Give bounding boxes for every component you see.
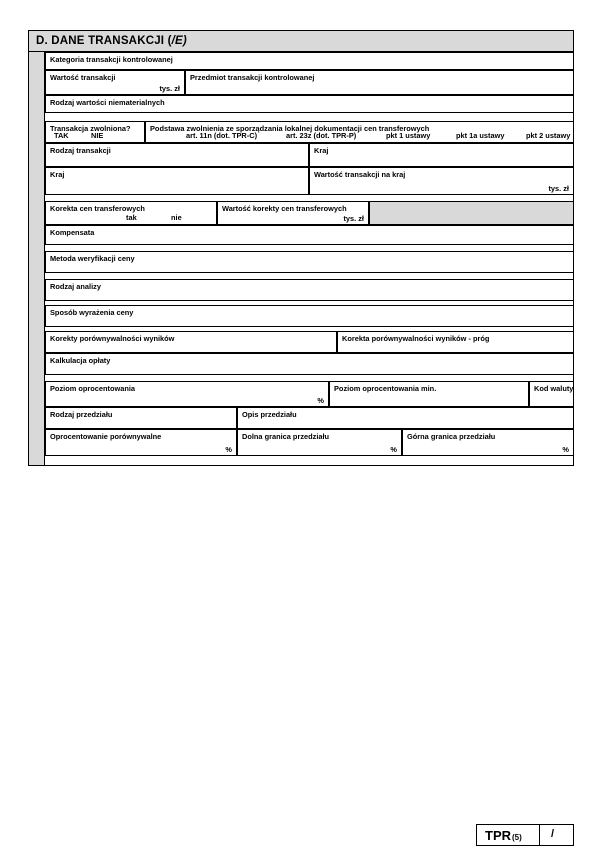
- field-wartosc-korekty-label: Wartość korekty cen transferowych: [222, 204, 347, 213]
- option-tak[interactable]: TAK: [54, 131, 69, 140]
- field-rodzaj-wartosci-niematerialnych-label: Rodzaj wartości niematerialnych: [50, 98, 165, 107]
- field-podstawa-zwolnienia: [145, 121, 574, 143]
- option-korekta-nie[interactable]: nie: [171, 213, 182, 222]
- field-kraj-top-label: Kraj: [314, 146, 329, 155]
- field-kompensata[interactable]: [45, 225, 574, 245]
- option-art-23z[interactable]: art. 23z (dot. TPR-P): [286, 131, 357, 140]
- field-poziom-oprocentowania[interactable]: [45, 381, 329, 407]
- section-d-frame: [28, 30, 574, 466]
- field-korekta-cen[interactable]: [45, 201, 217, 225]
- left-gutter: [29, 52, 45, 465]
- field-przedmiot-label: Przedmiot transakcji kontrolowanej: [190, 73, 315, 82]
- field-poziom-oprocentowania-min[interactable]: [329, 381, 529, 407]
- field-rodzaj-analizy-label: Rodzaj analizy: [50, 282, 101, 291]
- field-opis-przedzialu[interactable]: [237, 407, 574, 429]
- field-kategoria-label: Kategoria transakcji kontrolowanej: [50, 55, 173, 64]
- field-korekta-porownywalnosci-prog[interactable]: [337, 331, 574, 353]
- field-korekty-porownywalnosci-label: Korekty porównywalności wyników: [50, 334, 175, 343]
- field-korekta-cen-label: Korekta cen transferowych: [50, 204, 145, 213]
- field-oprocentowanie-porownywalne[interactable]: [45, 429, 237, 456]
- unit-percent-dolna: %: [390, 445, 397, 454]
- field-opis-przedzialu-label: Opis przedziału: [242, 410, 297, 419]
- option-nie[interactable]: NIE: [91, 131, 104, 140]
- page-number-separator: /: [551, 828, 555, 840]
- field-rodzaj-transakcji-label: Rodzaj transakcji: [50, 146, 111, 155]
- unit-tys-zl-korekta: tys. zł: [343, 214, 364, 223]
- field-kalkulacja-oplaty-label: Kalkulacja opłaty: [50, 356, 111, 365]
- unit-percent-poziom: %: [317, 396, 324, 405]
- field-wartosc-na-kraj[interactable]: [309, 167, 574, 195]
- field-wartosc-transakcji[interactable]: [45, 70, 185, 95]
- field-wartosc-korekty[interactable]: [217, 201, 369, 225]
- field-kalkulacja-oplaty[interactable]: [45, 353, 574, 375]
- field-rodzaj-przedzialu-label: Rodzaj przedziału: [50, 410, 113, 419]
- unit-tys-zl-kraj: tys. zł: [548, 184, 569, 193]
- field-metoda-weryfikacji[interactable]: [45, 251, 574, 273]
- option-art-11n[interactable]: art. 11n (dot. TPR-C): [186, 131, 258, 140]
- field-poziom-oprocentowania-min-label: Poziom oprocentowania min.: [334, 384, 437, 393]
- field-korekta-spacer: [369, 201, 574, 225]
- unit-percent-oprocentowanie: %: [225, 445, 232, 454]
- field-sposob-wyrazenia[interactable]: [45, 305, 574, 327]
- field-kod-waluty-label: Kod waluty: [534, 384, 574, 393]
- form-footer: [476, 824, 574, 846]
- field-rodzaj-wartosci-niematerialnych[interactable]: [45, 95, 574, 113]
- field-wartosc-na-kraj-label: Wartość transakcji na kraj: [314, 170, 406, 179]
- option-pkt-2[interactable]: pkt 2 ustawy: [526, 131, 571, 140]
- field-oprocentowanie-porownywalne-label: Oprocentowanie porównywalne: [50, 432, 162, 441]
- field-rodzaj-transakcji[interactable]: [45, 143, 309, 167]
- field-kategoria[interactable]: [45, 52, 574, 70]
- field-podstawa-zwolnienia-label: Podstawa zwolnienia ze sporządzania lokalnej dokumentacji cen transferowych: [150, 124, 430, 133]
- field-korekta-porownywalnosci-prog-label: Korekta porównywalności wyników - próg: [342, 334, 490, 343]
- form-version: (5): [512, 833, 522, 842]
- footer-divider: [539, 825, 540, 845]
- field-wartosc-transakcji-label: Wartość transakcji: [50, 73, 116, 82]
- field-sposob-wyrazenia-label: Sposób wyrażenia ceny: [50, 308, 134, 317]
- section-d-title: D. DANE TRANSAKCJI (/E): [36, 35, 187, 47]
- unit-tys-zl: tys. zł: [159, 84, 180, 93]
- option-pkt-1[interactable]: pkt 1 ustawy: [386, 131, 431, 140]
- field-transakcja-zwolniona[interactable]: [45, 121, 145, 143]
- option-korekta-tak[interactable]: tak: [126, 213, 137, 222]
- field-transakcja-zwolniona-label: Transakcja zwolniona?: [50, 124, 131, 133]
- field-gorna-granica[interactable]: [402, 429, 574, 456]
- field-rodzaj-przedzialu[interactable]: [45, 407, 237, 429]
- field-przedmiot[interactable]: [185, 70, 574, 95]
- field-dolna-granica[interactable]: [237, 429, 402, 456]
- section-d-header: [29, 31, 573, 52]
- option-pkt-1a[interactable]: pkt 1a ustawy: [456, 131, 505, 140]
- field-gorna-granica-label: Górna granica przedziału: [407, 432, 496, 441]
- field-kompensata-label: Kompensata: [50, 228, 95, 237]
- field-kraj-left[interactable]: [45, 167, 309, 195]
- field-kod-waluty[interactable]: [529, 381, 574, 407]
- form-code: TPR: [485, 827, 511, 843]
- field-kraj-top[interactable]: [309, 143, 574, 167]
- field-korekty-porownywalnosci[interactable]: [45, 331, 337, 353]
- field-rodzaj-analizy[interactable]: [45, 279, 574, 301]
- field-poziom-oprocentowania-label: Poziom oprocentowania: [50, 384, 135, 393]
- unit-percent-gorna: %: [562, 445, 569, 454]
- field-kraj-left-label: Kraj: [50, 170, 65, 179]
- field-metoda-weryfikacji-label: Metoda weryfikacji ceny: [50, 254, 135, 263]
- field-dolna-granica-label: Dolna granica przedziału: [242, 432, 330, 441]
